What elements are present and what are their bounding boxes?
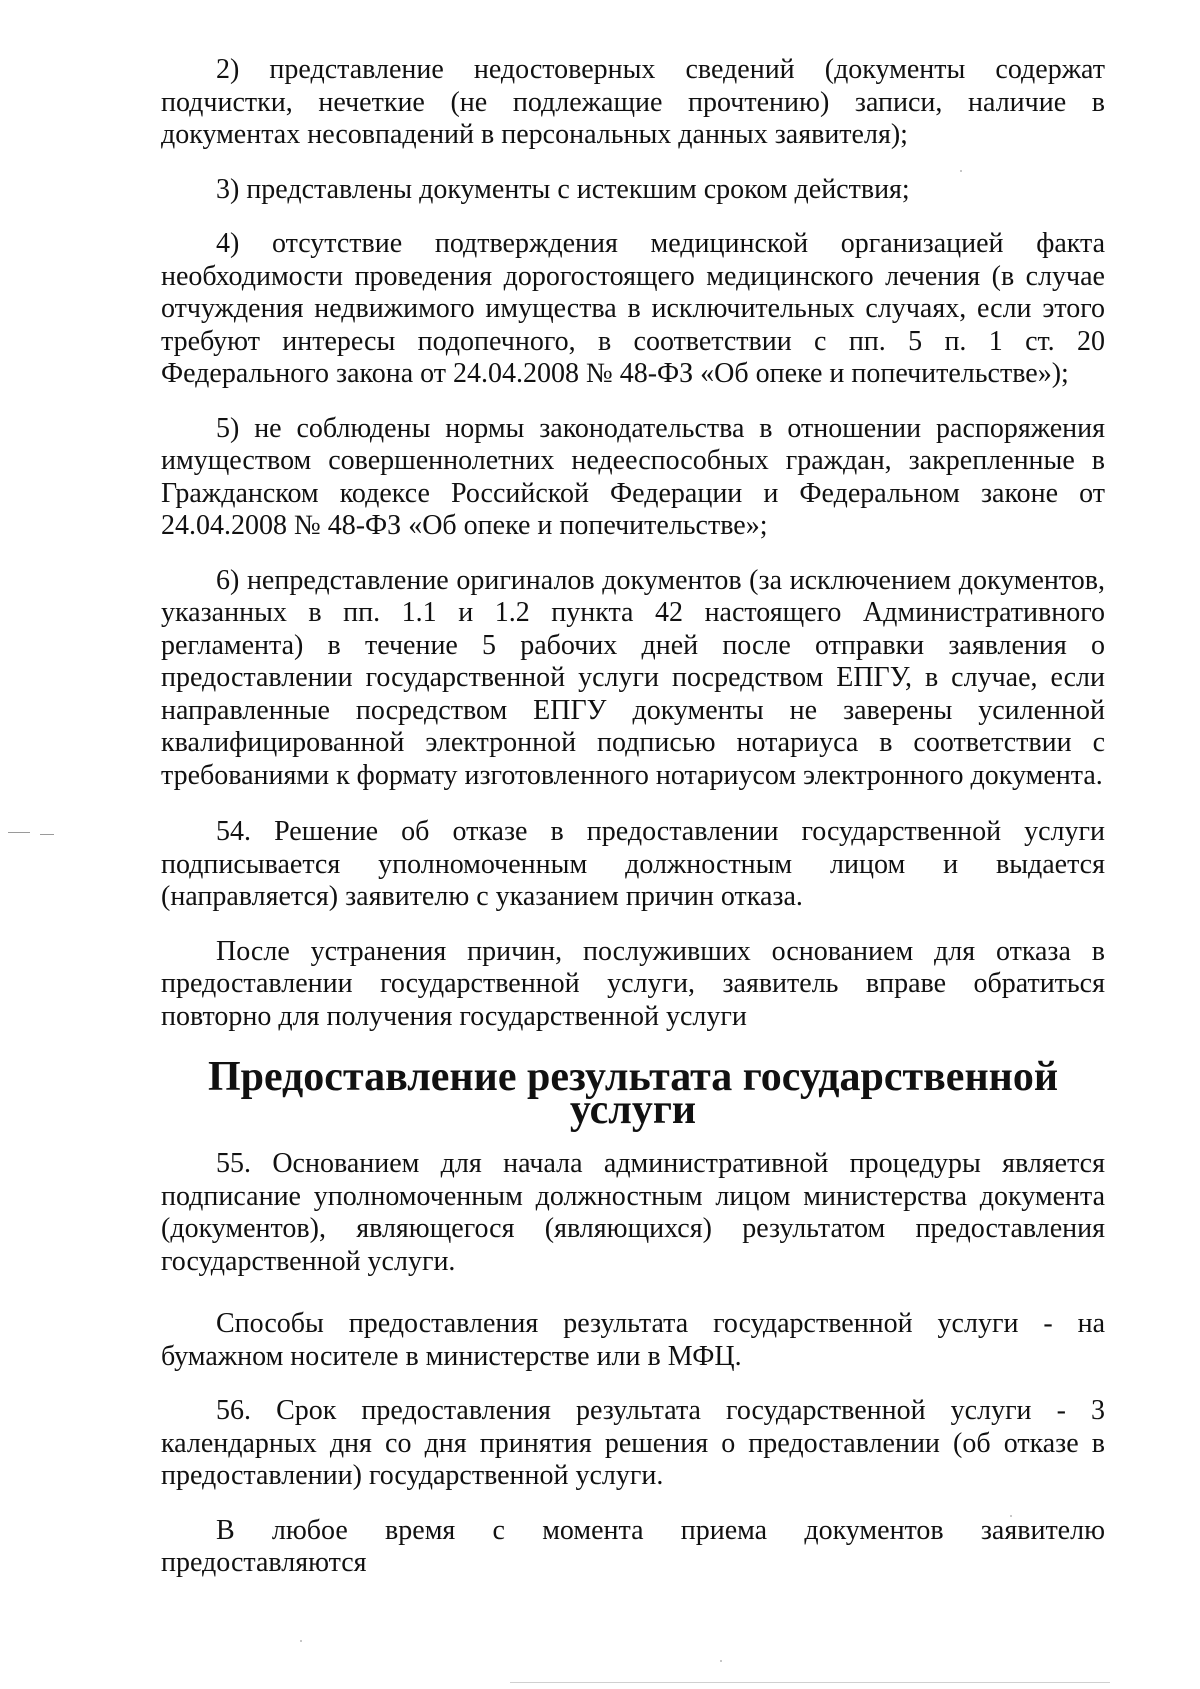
scan-artifact: [40, 834, 54, 835]
paragraph-item-4: 4) отсутствие подтверждения медицинской организацией факта необходимости проведения дорогостоящего медицинского лечения (в случае отчуждения недвижимого имущества в исключительных случаях, если этого требуют интересы подопечного, в соответствии с пп. 5 п. 1 ст. 20 Федерального закона от 24.04.2008 № 48-ФЗ «Об опеке и попечительстве»);: [161, 228, 1105, 389]
paragraph-result-methods: Способы предоставления результата государственной услуги - на бумажном носителе в министерстве или в МФЦ.: [161, 1308, 1105, 1372]
scan-dot: [720, 1660, 722, 1662]
section-heading: Предоставление результата государственной услуги: [207, 1054, 1059, 1133]
paragraph-any-time: В любое время с момента приема документов заявителю предоставляются: [161, 1514, 1105, 1578]
scan-artifact: [510, 1682, 1110, 1683]
paragraph-item-3: 3) представлены документы с истекшим сроком действия;: [216, 173, 910, 205]
document-body: [161, 54, 1105, 1580]
paragraph-item-56: 56. Срок предоставления результата государственной услуги - 3 календарных дня со дня принятия решения о предоставлении (об отказе в предоставлении) государственной услуги.: [161, 1395, 1105, 1491]
paragraph-item-5: 5) не соблюдены нормы законодательства в отношении распоряжения имуществом совершеннолетних недееспособных граждан, закрепленные в Гражданском кодексе Российской Федерации и Федеральном законе от 24.04.2008 № 48-ФЗ «Об опеке и попечительстве»;: [161, 412, 1105, 541]
scan-artifact: [8, 832, 30, 833]
paragraph-after-elimination: После устранения причин, послуживших основанием для отказа в предоставлении государственной услуги, заявитель вправе обратиться повторно для получения государственной услуги: [161, 935, 1105, 1032]
scan-dot: [300, 1640, 302, 1642]
paragraph-item-54: 54. Решение об отказе в предоставлении государственной услуги подписывается уполномоченным должностным лицом и выдается (направляется) заявителю с указанием причин отказа.: [161, 816, 1105, 912]
paragraph-item-55: 55. Основанием для начала административной процедуры является подписание уполномоченным должностным лицом министерства документа (документов), являющегося (являющихся) результатом предоставления государственной услуги.: [161, 1148, 1105, 1277]
paragraph-item-2: 2) представление недостоверных сведений (документы содержат подчистки, нечеткие (не подлежащие прочтению) записи, наличие в документах несовпадений в персональных данных заявителя);: [161, 54, 1105, 150]
paragraph-item-6: 6) непредставление оригиналов документов (за исключением документов, указанных в пп. 1.1 и 1.2 пункта 42 настоящего Административного регламента) в течение 5 рабочих дней после отправки заявления о предоставлении государственной услуги посредством ЕПГУ, в случае, если направленные посредством ЕПГУ документы не заверены усиленной квалифицированной электронной подписью нотариуса в соответствии с требованиями к формату изготовленного нотариусом электронного документа.: [161, 564, 1105, 791]
